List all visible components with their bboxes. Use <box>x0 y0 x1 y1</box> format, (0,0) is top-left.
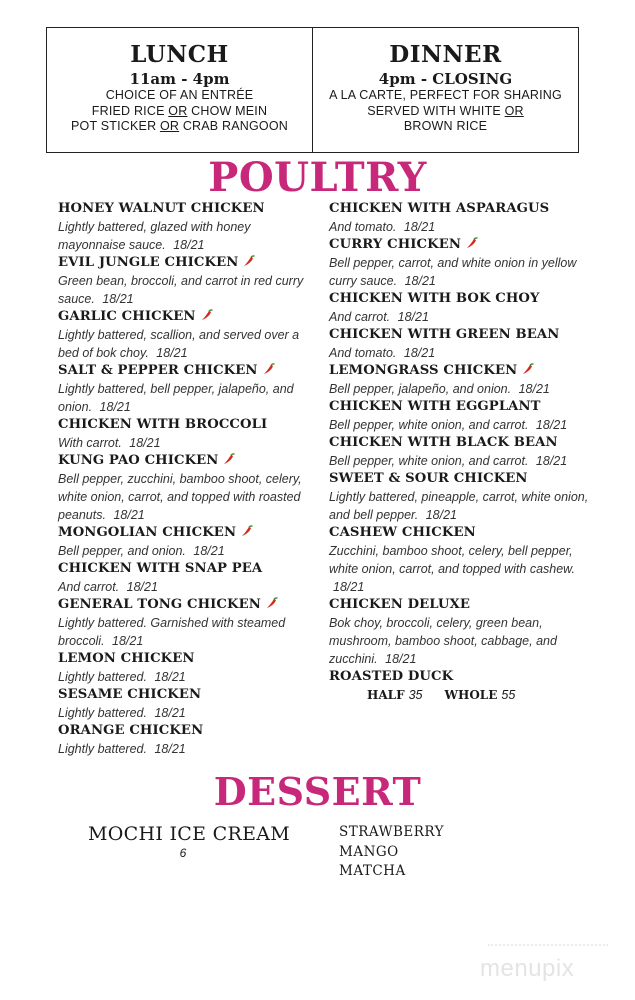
dinner-line-3: BROWN RICE <box>403 119 488 133</box>
chili-pepper-icon <box>521 363 535 375</box>
menu-item-description-text: Lightly battered, glazed with honey mayonnaise sauce. <box>58 220 251 252</box>
menu-item-price: 18/21 <box>126 580 158 594</box>
menu-item-description-text: Bell pepper, jalapeño, and onion. <box>329 382 512 396</box>
menu-item-description-text: And carrot. <box>329 310 391 324</box>
menu-item-name-text: CHICKEN WITH BROCCOLI <box>58 417 268 432</box>
menu-item-description <box>58 272 318 308</box>
menu-item-name-text: LEMONGRASS CHICKEN <box>329 363 518 378</box>
menu-item <box>329 470 589 524</box>
menu-item-price: 18/21 <box>129 436 161 450</box>
poultry-right-column <box>329 200 589 704</box>
menu-item <box>329 326 589 362</box>
menu-item-price: 18/21 <box>154 706 186 720</box>
chili-pepper-icon <box>240 525 254 537</box>
menu-item-description <box>58 218 318 254</box>
menu-item <box>329 362 589 398</box>
menu-item-name <box>329 236 589 254</box>
menu-item-description <box>329 416 589 434</box>
menu-item-description <box>329 344 589 362</box>
menu-item-description-text: Lightly battered, bell pepper, jalapeño, and onion. <box>58 382 294 414</box>
menu-item-description <box>329 254 589 290</box>
dessert-item <box>88 822 290 860</box>
dinner-line-2-or: OR <box>504 103 524 118</box>
dinner-line-1: A LA CARTE, PERFECT FOR SHARING <box>329 88 562 102</box>
menu-item-name-text: CURRY CHICKEN <box>329 237 462 252</box>
menu-item <box>58 560 318 596</box>
lunch-panel <box>47 28 312 152</box>
menu-item-price: 18/21 <box>99 400 131 414</box>
menu-item-description-text: Lightly battered. Garnished with steamed broccoli. <box>58 616 286 648</box>
menu-item-description <box>58 326 318 362</box>
duck-whole-label: WHOLE <box>444 688 498 702</box>
menu-item-name <box>58 200 318 218</box>
menu-item <box>58 200 318 254</box>
menu-item-name-text: CHICKEN WITH SNAP PEA <box>58 561 263 576</box>
menu-item-name <box>329 470 589 488</box>
menu-item-description-text: Bok choy, broccoli, celery, green bean, mushroom, bamboo shoot, cabbage, and zucchini. <box>329 616 557 666</box>
menu-item-name <box>58 452 318 470</box>
menu-item-name-text: CHICKEN WITH GREEN BEAN <box>329 327 560 342</box>
menu-item-name <box>58 524 318 542</box>
lunch-line-1: CHOICE OF AN ENTRÉE <box>105 88 254 102</box>
menu-item-description-text: Bell pepper, white onion, and carrot. <box>329 454 529 468</box>
menu-item-description-text: And tomato. <box>329 220 397 234</box>
menu-item-price: 18/21 <box>404 274 436 288</box>
menu-item-description-text: And carrot. <box>58 580 120 594</box>
menu-item-name <box>329 668 589 686</box>
menu-item-name <box>58 722 318 740</box>
lunch-line-2 <box>47 104 312 120</box>
dessert-section-title: DESSERT <box>213 769 422 814</box>
watermark-dots <box>488 944 608 946</box>
lunch-line-3-a: POT STICKER <box>70 119 160 133</box>
menu-item-name <box>58 254 318 272</box>
menu-item-description <box>329 452 589 470</box>
menu-item <box>329 596 589 668</box>
menu-item-name <box>58 362 318 380</box>
menu-item-price: 18/21 <box>154 670 186 684</box>
dessert-flavor-list <box>339 823 444 882</box>
menu-item-name <box>58 308 318 326</box>
menu-item-name-text: CHICKEN WITH ASPARAGUS <box>329 201 550 216</box>
menu-item-name <box>329 398 589 416</box>
menu-item-description <box>58 434 318 452</box>
menu-item <box>58 686 318 722</box>
chili-pepper-icon <box>200 309 214 321</box>
chili-pepper-icon <box>465 237 479 249</box>
dinner-panel <box>312 28 578 152</box>
menu-item-price: 18/21 <box>535 454 568 468</box>
menu-item-name-text: CHICKEN WITH EGGPLANT <box>329 399 541 414</box>
menu-item-description <box>58 668 318 686</box>
menu-item-name <box>58 560 318 578</box>
menu-item <box>329 434 589 470</box>
menu-item-name-text: EVIL JUNGLE CHICKEN <box>58 255 239 270</box>
menu-item-name <box>58 686 318 704</box>
menu-item-description <box>329 308 589 326</box>
poultry-section-title: POULTRY <box>208 154 427 201</box>
poultry-left-column <box>58 200 318 758</box>
lunch-line-2-or: OR <box>168 103 188 118</box>
flavor-item: MANGO <box>339 843 399 860</box>
menu-item <box>58 596 318 650</box>
lunch-line-3-or: OR <box>159 119 180 133</box>
menu-item <box>329 236 589 290</box>
dinner-title: DINNER <box>389 41 502 68</box>
menu-item-description <box>329 218 589 236</box>
menu-item-price: 18/21 <box>156 346 188 360</box>
menu-item-name <box>329 200 589 218</box>
menu-item-description-text: Lightly battered, pineapple, carrot, white onion, and bell pepper. <box>329 490 589 522</box>
menu-item-name-text: CHICKEN WITH BLACK BEAN <box>329 435 558 450</box>
menu-item-description <box>58 614 318 650</box>
menu-item-name-text: SALT & PEPPER CHICKEN <box>58 363 258 378</box>
menu-item-price: 18/21 <box>102 292 134 306</box>
menu-item-name-text: SWEET & SOUR CHICKEN <box>329 471 528 486</box>
menu-item <box>58 362 318 416</box>
menu-item-name-text: ORANGE CHICKEN <box>58 723 204 738</box>
menu-item-description-text: Lightly battered. <box>58 670 147 684</box>
chili-pepper-icon <box>265 597 279 609</box>
menu-item-name <box>329 524 589 542</box>
menu-item-name-text: GENERAL TONG CHICKEN <box>58 597 261 612</box>
duck-half-price: 35 <box>408 688 423 702</box>
menu-item-description <box>58 380 318 416</box>
menu-item-description-text: Bell pepper, zucchini, bamboo shoot, celery, white onion, carrot, and topped with roasted peanuts. <box>58 472 302 522</box>
menu-item-price: 18/21 <box>173 238 205 252</box>
menu-item <box>329 398 589 434</box>
menu-item-name <box>329 326 589 344</box>
menu-item-name-text: HONEY WALNUT CHICKEN <box>58 201 265 216</box>
dinner-line-2-a: SERVED WITH WHITE <box>367 103 505 118</box>
menu-item <box>58 524 318 560</box>
hours-box <box>46 27 579 153</box>
menu-item-description-text: Bell pepper, carrot, and white onion in yellow curry sauce. <box>329 256 577 288</box>
menu-item-description <box>58 704 318 722</box>
menu-item-description <box>329 488 589 524</box>
menu-item-price: 18/21 <box>154 742 186 756</box>
menu-item-name-text: CHICKEN DELUXE <box>329 597 471 612</box>
dessert-item-name: MOCHI ICE CREAM <box>88 823 291 845</box>
menu-item-price: 18/21 <box>535 418 568 432</box>
menu-item-description-text: And tomato. <box>329 346 397 360</box>
menu-item-price: 18/21 <box>193 544 225 558</box>
menu-item <box>329 668 589 686</box>
menu-item-price: 18/21 <box>397 310 429 324</box>
menu-item-name-text: ROASTED DUCK <box>329 669 454 684</box>
duck-price-line <box>329 686 589 704</box>
menu-item-price: 18/21 <box>403 220 436 234</box>
menu-item-description-text: Bell pepper, and onion. <box>58 544 186 558</box>
menu-item-price: 18/21 <box>112 634 144 648</box>
menu-item-name-text: SESAME CHICKEN <box>58 687 202 702</box>
menu-item-description-text: Bell pepper, white onion, and carrot. <box>329 418 529 432</box>
menu-item <box>329 524 589 596</box>
menu-item-price: 18/21 <box>425 508 457 522</box>
lunch-line-3 <box>47 119 312 135</box>
chili-pepper-icon <box>222 453 236 465</box>
chili-pepper-icon <box>242 255 256 267</box>
chili-pepper-icon <box>262 363 276 375</box>
lunch-line-2-a: FRIED RICE <box>91 103 169 118</box>
menu-item-description <box>58 542 318 560</box>
menu-item <box>58 452 318 524</box>
menu-item-description-text: Zucchini, bamboo shoot, celery, bell pepper, white onion, carrot, and topped with cashew. <box>329 544 575 576</box>
menu-item-name-text: LEMON CHICKEN <box>58 651 195 666</box>
menu-item-price: 18/21 <box>333 580 365 594</box>
menu-item-description <box>58 740 318 758</box>
menu-item-name <box>329 434 589 452</box>
lunch-title: LUNCH <box>130 41 229 68</box>
lunch-line-2-b: CHOW MEIN <box>187 103 268 118</box>
menu-item <box>58 650 318 686</box>
duck-half-label: HALF <box>367 688 405 702</box>
menu-item <box>58 416 318 452</box>
menu-item-description <box>329 542 589 596</box>
menu-item-description-text: Lightly battered, scallion, and served over a bed of bok choy. <box>58 328 300 360</box>
lunch-line-3-b: CRAB RANGOON <box>179 119 289 133</box>
menu-item-description-text: With carrot. <box>58 436 122 450</box>
menu-item-name <box>58 416 318 434</box>
menu-item-description-text: Lightly battered. <box>58 706 147 720</box>
menu-item-description-text: Lightly battered. <box>58 742 147 756</box>
menu-item-price: 18/21 <box>403 346 436 360</box>
menu-item-name <box>329 596 589 614</box>
menu-item-description <box>58 578 318 596</box>
menu-item-name <box>58 650 318 668</box>
menu-item-name-text: KUNG PAO CHICKEN <box>58 453 219 468</box>
flavor-item: STRAWBERRY <box>339 824 445 840</box>
dinner-line-2 <box>313 104 578 120</box>
menu-item-name-text: GARLIC CHICKEN <box>58 309 196 324</box>
menu-item-description <box>329 380 589 398</box>
menu-item <box>58 722 318 758</box>
menu-item <box>58 308 318 362</box>
menu-item-name <box>58 596 318 614</box>
flavor-item: MATCHA <box>339 863 406 879</box>
dinner-time: 4pm - CLOSING <box>378 70 513 88</box>
menu-item-name-text: MONGOLIAN CHICKEN <box>58 525 237 540</box>
duck-whole-price: 55 <box>501 688 516 702</box>
menu-item-price: 18/21 <box>113 508 145 522</box>
menu-item-description <box>58 470 318 524</box>
dessert-item-price: 6 <box>179 846 187 860</box>
menu-item-name-text: CASHEW CHICKEN <box>329 525 476 540</box>
lunch-time: 11am - 4pm <box>129 70 230 88</box>
menu-item <box>58 254 318 308</box>
watermark: menupix <box>480 955 575 982</box>
menu-item-description-text: Green bean, broccoli, and carrot in red curry sauce. <box>58 274 304 306</box>
menu-item <box>329 200 589 236</box>
menu-item-name <box>329 290 589 308</box>
menu-item-name-text: CHICKEN WITH BOK CHOY <box>329 291 540 306</box>
menu-item-price: 18/21 <box>518 382 550 396</box>
menu-item <box>329 290 589 326</box>
menu-item-name <box>329 362 589 380</box>
menu-item-description <box>329 614 589 668</box>
menu-item-price: 18/21 <box>385 652 417 666</box>
